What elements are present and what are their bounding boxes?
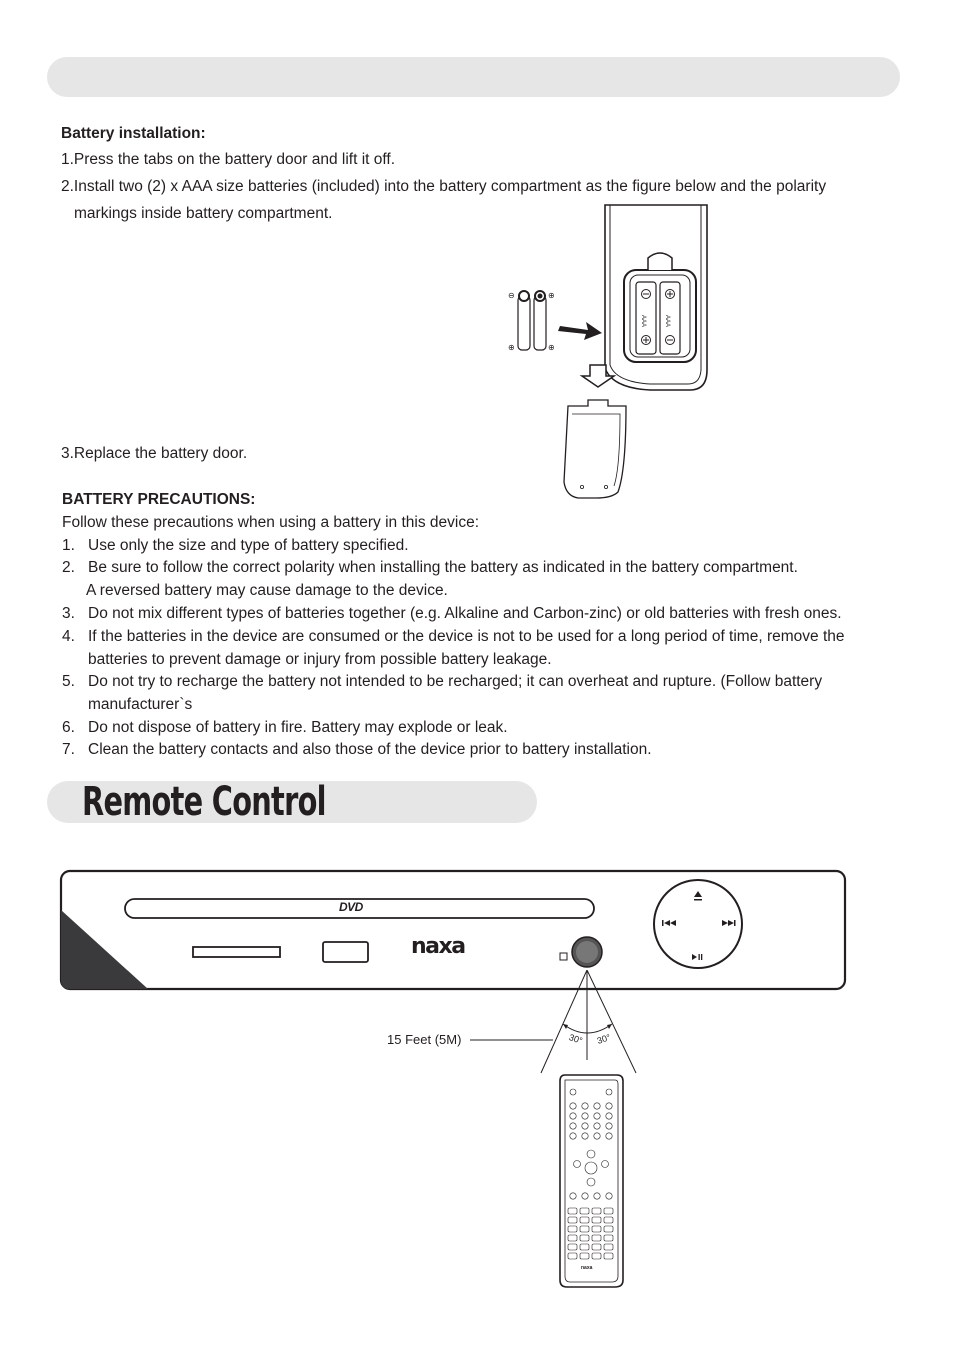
dvd-player-figure [58, 868, 848, 994]
precaution-number: 6. [62, 719, 75, 736]
precaution-text: manufacturer`s [88, 696, 193, 713]
precaution-text: Be sure to follow the correct polarity when installing the battery as indicated in the battery compartment. [88, 559, 798, 576]
angle-left-label: 30° [567, 1032, 584, 1046]
precaution-text: Use only the size and type of battery specified. [88, 537, 409, 554]
battery-installation-heading: Battery installation: [61, 125, 206, 142]
remote-control-title: Remote Control [82, 779, 326, 825]
angle-right-label: 30° [595, 1032, 612, 1046]
precaution-text: Do not try to recharge the battery not intended to be recharged; it can overheat and rupture. (Follow battery [88, 673, 823, 690]
precautions-heading: BATTERY PRECAUTIONS: [62, 491, 256, 508]
svg-text:AAA: AAA [664, 315, 670, 328]
precaution-number: 7. [62, 741, 75, 758]
precaution-text: Do not mix different types of batteries together (e.g. Alkaline and Carbon-zinc) or old batteries with fresh ones. [88, 605, 842, 622]
svg-text:⊖: ⊖ [508, 291, 515, 300]
precaution-number: 4. [62, 628, 75, 645]
range-label: 15 Feet (5M) [387, 1032, 462, 1047]
precaution-text: batteries to prevent damage or injury from possible battery leakage. [88, 651, 552, 668]
precaution-text: A reversed battery may cause damage to the device. [86, 582, 448, 599]
battery-step-2: 2.Install two (2) x AAA size batteries (included) into the battery compartment as the figure below and the polarity [61, 178, 827, 195]
battery-step-1: 1.Press the tabs on the battery door and lift it off. [61, 151, 396, 168]
brand-logo: naxa [411, 934, 465, 959]
precaution-text: Do not dispose of battery in fire. Battery may explode or leak. [88, 719, 508, 736]
battery-step-2-cont: markings inside battery compartment. [74, 205, 333, 222]
svg-text:⊕: ⊕ [508, 343, 515, 352]
precaution-text: If the batteries in the device are consumed or the device is not to be used for a long period of time, remove the [88, 628, 845, 645]
precaution-text: Clean the battery contacts and also those of the device prior to battery installation. [88, 741, 652, 758]
battery-step-3: 3.Replace the battery door. [61, 445, 248, 462]
section-header-bar [47, 57, 900, 97]
svg-text:⊕: ⊕ [548, 343, 555, 352]
precaution-number: 5. [62, 673, 75, 690]
precaution-number: 1. [62, 537, 75, 554]
svg-text:naxa: naxa [581, 1265, 593, 1271]
precautions-intro: Follow these precautions when using a battery in this device: [62, 514, 480, 531]
dvd-logo: DVD [339, 900, 363, 914]
svg-text:AAA: AAA [640, 315, 646, 328]
ir-range-diagram [470, 970, 650, 1080]
arrow-right-icon [558, 322, 602, 340]
remote-control-figure [555, 1072, 627, 1290]
svg-text:⊕: ⊕ [548, 291, 555, 300]
precaution-number: 2. [62, 559, 75, 576]
precaution-number: 3. [62, 605, 75, 622]
battery-installation-figure [500, 200, 715, 502]
